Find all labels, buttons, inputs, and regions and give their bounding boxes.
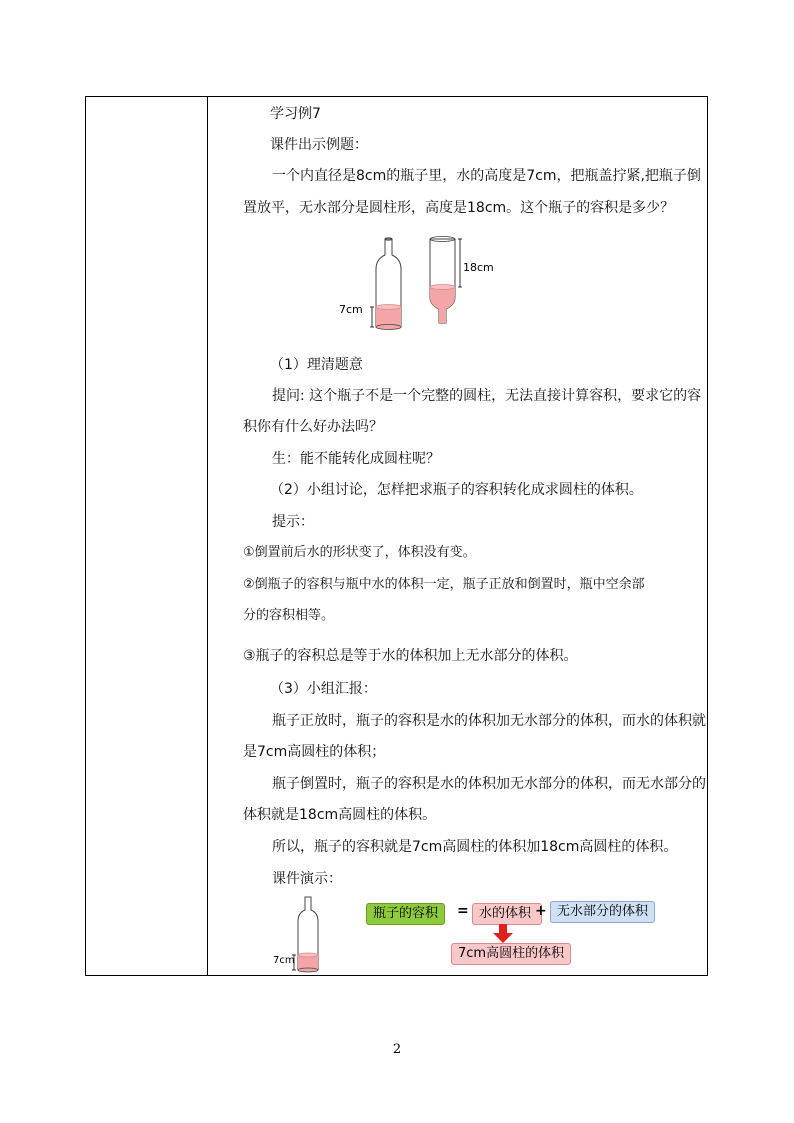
text-line: 积你有什么好办法吗？ bbox=[243, 419, 383, 435]
equals-sign: = bbox=[457, 903, 469, 919]
bottle-figure-2 bbox=[273, 895, 338, 979]
text-line: 课件出示例题： bbox=[270, 137, 368, 153]
text-line: 瓶子倒置时，瓶子的容积是水的体积加无水部分的体积，而无水部分的 bbox=[272, 776, 706, 792]
text-line: 提示： bbox=[272, 514, 314, 530]
page-number: 2 bbox=[392, 1042, 402, 1057]
text-line: 学习例7 bbox=[270, 106, 321, 122]
text-line: 提问: 这个瓶子不是一个完整的圆柱，无法直接计算容积，要求它的容 bbox=[272, 388, 702, 404]
capacity-box: 瓶子的容积 bbox=[366, 903, 445, 925]
text-line: ①倒置前后水的形状变了，体积没有变。 bbox=[243, 545, 476, 560]
text-line: 一个内直径是8cm的瓶子里，水的高度是7cm，把瓶盖拧紧,把瓶子倒 bbox=[272, 168, 701, 184]
text-line: 课件演示： bbox=[272, 871, 342, 887]
bottle-figure-1 bbox=[339, 235, 494, 339]
text-line: （3）小组汇报： bbox=[270, 681, 377, 697]
water-volume-box: 水的体积 bbox=[472, 903, 542, 925]
text-line: 体积就是18cm高圆柱的体积。 bbox=[243, 807, 437, 823]
text-line: 是7cm高圆柱的体积； bbox=[243, 744, 386, 760]
text-line: （2）小组讨论，怎样把求瓶子的容积转化成求圆柱的体积。 bbox=[270, 482, 643, 498]
water-height-label: 7cm bbox=[273, 955, 295, 966]
empty-height-label: 18cm bbox=[463, 261, 494, 274]
plus-sign: + bbox=[535, 903, 547, 919]
down-arrow-icon bbox=[491, 924, 515, 944]
text-line: 生：能不能转化成圆柱呢？ bbox=[272, 451, 440, 467]
text-line: ③瓶子的容积总是等于水的体积加上无水部分的体积。 bbox=[243, 648, 578, 664]
text-line: 所以，瓶子的容积就是7cm高圆柱的体积加18cm高圆柱的体积。 bbox=[272, 839, 678, 855]
text-line: （1）理清题意 bbox=[270, 357, 363, 373]
text-line: 置放平，无水部分是圆柱形，高度是18cm。这个瓶子的容积是多少？ bbox=[243, 200, 675, 216]
lesson-table bbox=[85, 96, 708, 976]
content-cell bbox=[208, 97, 707, 975]
water-height-label: 7cm bbox=[339, 303, 363, 316]
text-line: 分的容积相等。 bbox=[243, 608, 335, 623]
text-line: ②倒瓶子的容积与瓶中水的体积一定，瓶子正放和倒置时，瓶中空余部 bbox=[243, 577, 645, 592]
text-line: 瓶子正放时，瓶子的容积是水的体积加无水部分的体积，而水的体积就 bbox=[272, 713, 706, 729]
empty-volume-box: 无水部分的体积 bbox=[550, 901, 655, 923]
result-box: 7cm高圆柱的体积 bbox=[451, 943, 571, 965]
